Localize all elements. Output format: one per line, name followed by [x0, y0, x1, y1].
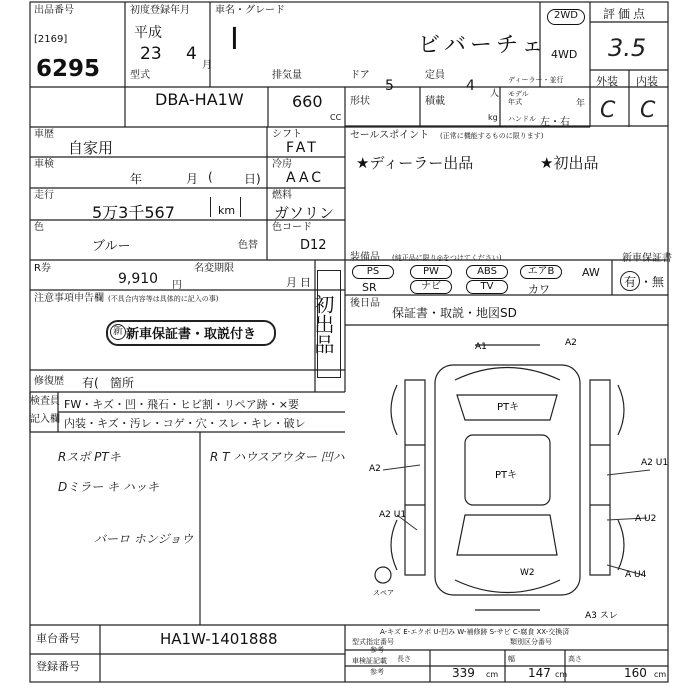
- inspector-label-1: 検査員: [30, 396, 60, 407]
- model-name: ビバーチェ: [418, 33, 548, 58]
- warranty-yes: 有: [624, 275, 637, 289]
- color-code-label: 色コード: [272, 222, 312, 233]
- sales-point-1: ★ディーラー出品: [356, 154, 474, 172]
- model-label: 車名・グレード: [215, 5, 285, 16]
- inspection-year-unit: 年: [130, 172, 143, 186]
- warranty-sep: ・: [640, 275, 653, 289]
- capacity-value: 4: [466, 78, 475, 94]
- mileage-label: 走行: [34, 190, 54, 201]
- recycle-label: R券: [34, 263, 51, 274]
- lot-code: [2169]: [34, 34, 68, 45]
- registration-era: 平成: [134, 25, 162, 41]
- type-value: DBA-HA1W: [155, 90, 244, 109]
- type-designation-label: 型式指定番号: [352, 638, 394, 646]
- mileage-divider: [210, 197, 211, 217]
- repair-suffix: 箇所: [110, 376, 135, 390]
- drive-2wd: 2WD: [547, 9, 585, 25]
- width-label: 幅: [508, 655, 515, 663]
- score-exterior: C: [600, 98, 616, 123]
- chassis-value: HA1W-1401888: [160, 630, 278, 648]
- shift-label: シフト: [272, 129, 302, 140]
- car-diagram: [345, 325, 668, 625]
- inspector-row-1: FW・キズ・凹・飛石・ヒビ割・リペア跡・×要: [64, 398, 299, 411]
- hand-note-4: R T ハウスアウター 凹ハ: [210, 450, 345, 464]
- type-label: 型式: [130, 70, 150, 81]
- diagram-rear-corner: A3 スレ: [585, 611, 618, 621]
- recycle-tax-unit: 月: [286, 276, 297, 289]
- equip-ps: PS: [352, 265, 394, 279]
- length-label: 長さ: [397, 655, 411, 663]
- mileage-divider-2: [240, 197, 241, 217]
- stamp-new-icon: 新: [110, 324, 126, 340]
- fuel-label: 燃料: [272, 190, 292, 201]
- registration-month: 4: [186, 44, 197, 64]
- sales-point-2: ★初出品: [540, 154, 599, 172]
- diagram-hood: PTキ: [497, 402, 520, 413]
- recycle-value: 9,910: [118, 271, 159, 287]
- dimensions-label: 車検証記載: [352, 657, 387, 665]
- diagram-left-door: A2 U1: [379, 510, 407, 520]
- notes-sub: (不具合内容等は具体的に記入の事): [108, 295, 219, 303]
- score-label: 評価点: [603, 7, 649, 21]
- score-exterior-label: 外装: [596, 75, 618, 88]
- shift-value: FAT: [286, 140, 319, 156]
- capacity-unit: 人: [490, 89, 500, 99]
- diagram-front-left: A1: [475, 342, 487, 352]
- hand-note-3: バーロ ホンジョウ: [94, 532, 194, 546]
- diagram-front-right: A2: [565, 338, 577, 348]
- equip-sr: SR: [362, 281, 377, 294]
- usage-value: 自家用: [68, 139, 114, 157]
- recycle-tax-label: 名変期限: [194, 263, 234, 274]
- first-listing-stamp: 初出品: [317, 270, 341, 378]
- hand-note-1: Rスポ PTキ: [58, 450, 121, 464]
- lot-label: 出品番号: [34, 5, 74, 16]
- equip-tv: TV: [466, 280, 508, 294]
- registration-month-unit: 月: [202, 60, 212, 71]
- equipment-label: 装備品: [350, 252, 380, 263]
- equip-leather: カワ: [528, 283, 550, 296]
- equipment-note: (純正品に限り◎をつけてください): [392, 254, 502, 262]
- equip-pw: PW: [410, 265, 452, 279]
- recycle-unit: 円: [172, 280, 182, 291]
- diagram-right-rear: A U4: [625, 570, 647, 580]
- doors-label: ドア: [350, 70, 370, 81]
- diagram-right-front: A2 U1: [641, 458, 668, 468]
- handle-label: ハンドル: [508, 115, 536, 123]
- score-interior-label: 内装: [636, 75, 658, 88]
- score-value: 3.5: [608, 34, 647, 62]
- handle-value: 左・右: [540, 117, 570, 128]
- width-value: 147: [528, 666, 551, 680]
- chassis-label: 車台番号: [36, 632, 80, 645]
- height-label: 高さ: [568, 655, 582, 663]
- notes-stamp: 新車保証書・取説付き: [126, 327, 257, 342]
- lot-number: 6295: [36, 56, 101, 82]
- diagram-rear: W2: [520, 568, 535, 578]
- warranty-label: 新車保証書: [622, 253, 672, 264]
- registration-year: 23: [140, 44, 162, 64]
- registration-label: 初度登録年月: [130, 5, 190, 16]
- score-interior: C: [640, 98, 656, 123]
- mileage-value: 5万3千567: [92, 203, 175, 222]
- displacement-unit: CC: [330, 113, 342, 122]
- height-value: 160: [624, 666, 647, 680]
- inspector-label-2: 記入欄: [30, 414, 60, 425]
- height-unit: cm: [654, 670, 667, 679]
- displacement-label: 排気量: [272, 70, 302, 81]
- equip-aw: AW: [582, 266, 600, 279]
- sales-point-note: (正常に機能するものに限ります): [440, 132, 544, 140]
- reg-number-label: 登録番号: [36, 660, 80, 673]
- color-value: ブルー: [92, 239, 131, 254]
- type-designation-ref: 参考: [370, 646, 384, 654]
- load-label: 積載: [425, 96, 445, 107]
- mileage-unit: km: [218, 204, 236, 217]
- load-unit: kg: [488, 113, 498, 122]
- doors-value: 5: [385, 78, 394, 94]
- warranty-no: 無: [652, 275, 665, 289]
- usage-label: 車歴: [34, 129, 54, 140]
- dealer-label: ディーラー・並行: [508, 76, 564, 84]
- equip-navi: ナビ: [410, 280, 452, 294]
- ac-label: 冷房: [272, 159, 292, 170]
- damage-legend: A-キズ E-エクボ U-凹み W-補修跡 S-サビ C-腐食 XX-交換済: [380, 628, 570, 636]
- repair-label: 修復歴: [34, 376, 64, 387]
- ac-value: AAC: [286, 170, 325, 186]
- diagram-right-door: A U2: [635, 514, 657, 524]
- sales-point-label: セールスポイント: [350, 130, 430, 141]
- equip-airbag: エアB: [520, 265, 562, 279]
- accessories-value: 保証書・取説・地図SD: [392, 306, 517, 320]
- model-year-unit: 年: [576, 99, 586, 109]
- inspection-month-unit: 月: [186, 172, 199, 186]
- color-code: D12: [300, 238, 327, 253]
- capacity-label: 定員: [425, 70, 445, 81]
- diagram-roof: PTキ: [495, 470, 518, 481]
- diagram-spare: スペア: [373, 589, 394, 597]
- class-label: 類別区分番号: [510, 638, 552, 646]
- model-year-label-1: モデル: [508, 90, 529, 98]
- equip-abs: ABS: [466, 265, 508, 279]
- model-grade: I: [230, 22, 239, 57]
- shape-label: 形状: [350, 96, 370, 107]
- displacement-value: 660: [292, 92, 323, 111]
- inspection-label: 車検: [34, 159, 54, 170]
- notes-label: 注意事項申告欄: [34, 293, 104, 304]
- color-swap-label: 色替: [238, 240, 258, 251]
- length-value: 339: [452, 666, 475, 680]
- accessories-label: 後日品: [350, 298, 380, 309]
- diagram-left-mid: A2: [369, 464, 381, 474]
- inspector-row-2: 内装・キズ・汚レ・コゲ・穴・スレ・キレ・破レ: [64, 417, 306, 430]
- hand-note-2: Dミラー キ ハッキ: [58, 480, 159, 494]
- repair-value: 有(: [82, 376, 99, 390]
- width-unit: cm: [555, 670, 568, 679]
- drive-4wd: 4WD: [551, 48, 578, 61]
- recycle-tax-day: 日: [300, 276, 311, 289]
- model-year-label-2: 年式: [508, 98, 522, 106]
- color-label: 色: [34, 222, 44, 233]
- fuel-value: ガソリン: [274, 204, 335, 222]
- length-unit: cm: [486, 670, 499, 679]
- inspection-day-unit: 日): [244, 172, 261, 186]
- dimensions-ref: 参考: [370, 668, 384, 676]
- inspection-paren: (: [208, 170, 213, 184]
